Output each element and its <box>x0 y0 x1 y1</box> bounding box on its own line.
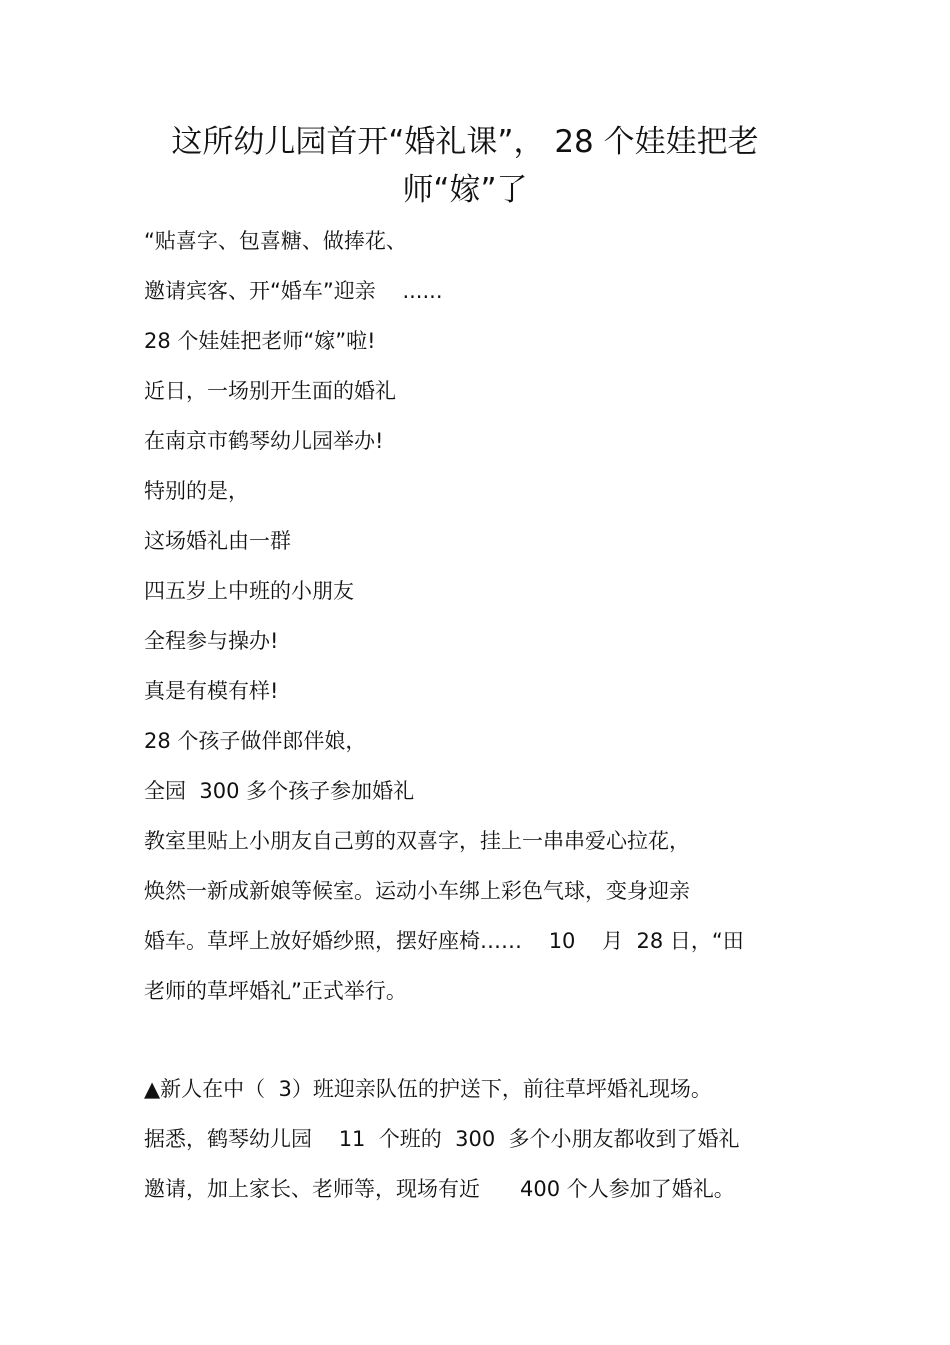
paragraph-line: 真是有模有样! <box>144 679 279 703</box>
paragraph-line: 全程参与操办! <box>144 629 279 653</box>
document-title-line-2: 师“嫁”了 <box>402 172 528 208</box>
paragraph-line: 在南京市鹤琴幼儿园举办! <box>144 429 384 453</box>
paragraph-line: “贴喜字、包喜糖、做捧花、 <box>144 229 407 253</box>
paragraph-line: 邀请宾客、开“婚车”迎亲 ...... <box>144 279 443 303</box>
paragraph-line: 老师的草坪婚礼”正式举行。 <box>144 979 407 1003</box>
paragraph-line: 全园 300 多个孩子参加婚礼 <box>144 779 415 803</box>
paragraph-line: 据悉，鹤琴幼儿园 11 个班的 300 多个小朋友都收到了婚礼 <box>144 1127 740 1151</box>
document-title-line-1: 这所幼儿园首开“婚礼课”， 28 个娃娃把老 <box>171 124 759 160</box>
paragraph-line: 邀请，加上家长、老师等，现场有近 400 个人参加了婚礼。 <box>144 1177 735 1201</box>
paragraph-line: 婚车。草坪上放好婚纱照，摆好座椅…… 10 月 28 日，“田 <box>144 929 744 953</box>
paragraph-line: 焕然一新成新娘等候室。运动小车绑上彩色气球，变身迎亲 <box>144 879 690 903</box>
paragraph-line: 教室里贴上小朋友自己剪的双喜字，挂上一串串爱心拉花， <box>144 829 690 853</box>
paragraph-line: ▲新人在中（ 3）班迎亲队伍的护送下，前往草坪婚礼现场。 <box>144 1077 712 1101</box>
paragraph-line: 四五岁上中班的小朋友 <box>144 579 354 603</box>
paragraph-line: 近日，一场别开生面的婚礼 <box>144 379 396 403</box>
paragraph-line: 28 个孩子做伴郎伴娘， <box>144 729 367 753</box>
paragraph-line: 28 个娃娃把老师“嫁”啦! <box>144 329 376 353</box>
paragraph-line: 特别的是， <box>144 479 249 503</box>
paragraph-line: 这场婚礼由一群 <box>144 529 291 553</box>
